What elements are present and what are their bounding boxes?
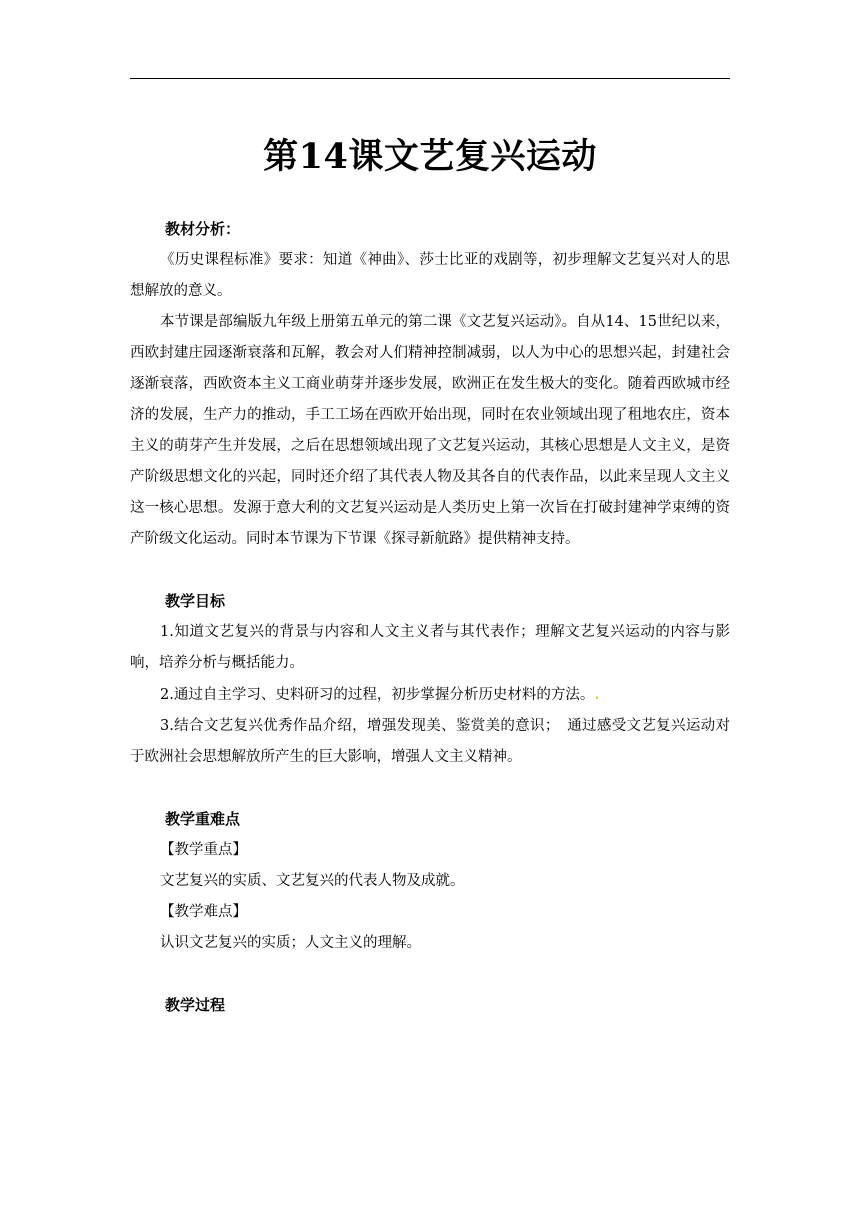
header-rule (130, 78, 730, 79)
spacer (130, 959, 730, 990)
objective-item-3: 3.结合文艺复兴优秀作品介绍，增强发现美、鉴赏美的意识； 通过感受文艺复兴运动对于欧洲社会思想解放所产生的巨大影响，增强人文主义精神。 (130, 718, 730, 765)
difficult-text: 认识文艺复兴的实质；人文主义的理解。 (160, 935, 421, 951)
analysis-paragraph-1: 《历史课程标准》要求：知道《神曲》、莎士比亚的戏剧等，初步理解文艺复兴对人的思想解放的意义。 (130, 252, 730, 299)
objective-item-2-text: 2.通过自主学习、史料研习的过程，初步掌握分析历史材料的方法。 (160, 687, 595, 703)
highlight-dot: . (594, 686, 600, 703)
difficult-label: 【教学难点】 (160, 904, 247, 920)
spacer (130, 555, 730, 586)
document-body (130, 214, 730, 1021)
key-label: 【教学重点】 (160, 842, 247, 858)
objective-item-1: 1.知道文艺复兴的背景与内容和人文主义者与其代表作；理解文艺复兴运动的内容与影响，培养分析与概括能力。 (130, 624, 730, 671)
key-text: 文艺复兴的实质、文艺复兴的代表人物及成就。 (160, 873, 465, 889)
process-heading: 教学过程 (165, 996, 226, 1014)
analysis-paragraph-2: 本节课是部编版九年级上册第五单元的第二课《文艺复兴运动》。自从14、15世纪以来，西欧封建庄园逐渐衰落和瓦解，教会对人们精神控制减弱，以人为中心的思想兴起，封建社会逐渐衰落，西欧资本主义工商业萌芽并逐步发展，欧洲正在发生极大的变化。随着西欧城市经济的发展，生产力的推动，手工工场在西欧开始出现，同时在农业领域出现了租地农庄，资本主义的萌芽产生并发展，之后在思想领域出现了文艺复兴运动，其核心思想是人文主义，是资产阶级思想文化的兴起，同时还介绍了其代表人物及其各自的代表作品，以此来呈现人文主义这一核心思想。发源于意大利的文艺复兴运动是人类历史上第一次旨在打破封建神学束缚的资产阶级文化运动。同时本节课为下节课《探寻新航路》提供精神支持。 (130, 314, 730, 547)
objective-item-2 (130, 679, 730, 711)
page-title: 第14课文艺复兴运动 (263, 136, 597, 177)
keypoints-heading: 教学重难点 (165, 810, 241, 828)
analysis-heading: 教材分析： (165, 220, 241, 238)
spacer (130, 773, 730, 804)
objectives-heading: 教学目标 (165, 592, 226, 610)
